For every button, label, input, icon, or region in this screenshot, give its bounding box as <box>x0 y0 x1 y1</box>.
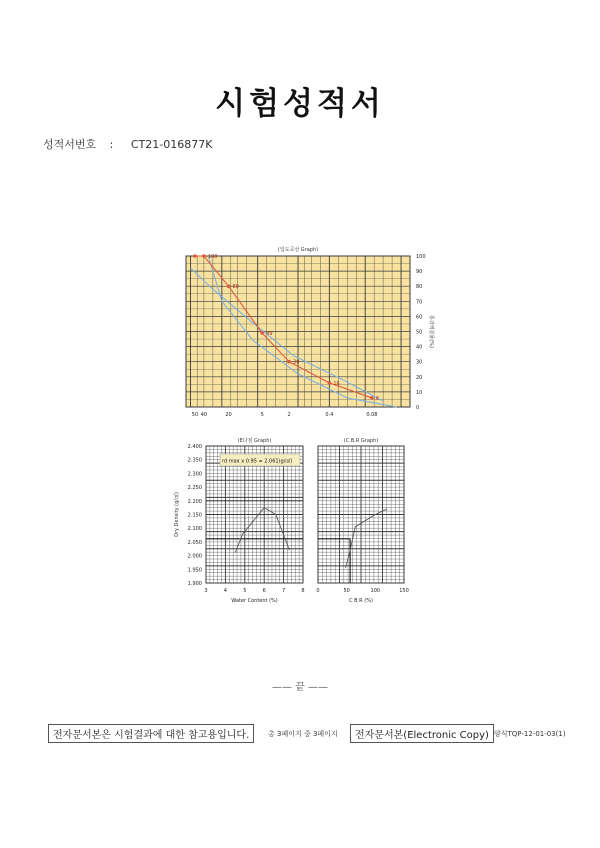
grain-y-tick: 0 <box>416 405 420 411</box>
grain-point <box>370 396 374 400</box>
cbr-x-tick: 150 <box>399 588 409 594</box>
compaction-x-tick: 6 <box>262 588 266 594</box>
grain-y-tick: 70 <box>416 299 423 306</box>
compaction-x-tick: 8 <box>301 588 305 594</box>
cbr-x-tick: 50 <box>343 588 350 594</box>
compaction-x-tick: 5 <box>243 588 247 594</box>
grain-y-tick: 30 <box>416 359 423 366</box>
cbr-chart-title: (C.B.R Graph) <box>343 438 379 444</box>
grain-point <box>202 254 206 258</box>
cert-number-label: 성적서번호 <box>43 138 97 151</box>
compaction-y-tick: 2.150 <box>187 512 202 519</box>
grain-x-tick: 20 <box>225 412 232 418</box>
compaction-y-tick: 2.300 <box>187 471 202 478</box>
grain-point-label: 49 <box>266 331 273 338</box>
compaction-y-label: Dry Density (g/㎤) <box>174 492 180 537</box>
grain-x-tick: 2 <box>287 412 291 418</box>
electronic-copy-badge: 전자문서본(Electronic Copy) <box>350 724 494 743</box>
page-info: 총 3페이지 중 3페이지 <box>268 730 338 738</box>
cert-number-colon: : <box>109 138 114 151</box>
grain-y-tick: 40 <box>416 344 423 351</box>
compaction-x-label: Water Content (%) <box>231 598 278 604</box>
grain-y-tick: 10 <box>416 389 423 396</box>
grain-point <box>193 254 197 258</box>
grain-y-tick: 100 <box>416 254 426 260</box>
grain-point-label: 16 <box>333 380 340 387</box>
grain-point <box>328 381 332 385</box>
electronic-notice: 전자문서본은 시험결과에 대한 참고용입니다. <box>48 724 254 743</box>
grain-y-tick: 60 <box>416 314 423 321</box>
compaction-y-tick: 1.950 <box>187 567 202 574</box>
compaction-annotation: rd max x 0.95 = 2.061(g/㎤) <box>222 458 293 465</box>
compaction-x-tick: 7 <box>282 588 286 594</box>
compaction-y-tick: 2.350 <box>187 457 202 464</box>
grain-y-tick: 20 <box>416 374 423 381</box>
grain-point-label: 6 <box>375 395 380 402</box>
cbr-x-label: C B R (%) <box>349 598 373 604</box>
end-mark: —— 끝 —— <box>271 682 329 693</box>
grain-x-tick: 40 <box>200 412 208 418</box>
cert-number-value: CT21-016877K <box>130 138 213 151</box>
cbr-x-tick: 0 <box>316 588 320 594</box>
compaction-y-tick: 2.100 <box>187 526 202 533</box>
compaction-x-tick: 4 <box>223 588 227 594</box>
compaction-x-tick: 3 <box>204 588 208 594</box>
grain-point-label: 80 <box>232 284 239 291</box>
grain-point <box>260 331 264 335</box>
compaction-y-tick: 1.900 <box>187 581 202 587</box>
form-number: 양식TQP-12-01-03(1) <box>494 730 566 738</box>
grain-y-tick: 90 <box>416 269 423 276</box>
compaction-chart-title: (E다짐 Graph) <box>237 438 272 444</box>
cbr-x-tick: 100 <box>370 588 381 594</box>
grain-point-label: 30 <box>293 359 300 366</box>
compaction-y-tick: 2.200 <box>187 498 202 505</box>
grain-y-label: 통과백분율(%) <box>428 315 434 348</box>
grain-point-label: 100 <box>207 254 218 260</box>
compaction-y-tick: 2.400 <box>187 444 202 450</box>
grain-x-tick: 5 <box>260 412 264 418</box>
compaction-y-tick: 2.050 <box>187 539 202 546</box>
document-title: 시험성적서 <box>215 86 385 122</box>
compaction-y-tick: 2.250 <box>187 485 202 492</box>
grain-x-tick: 50 <box>191 412 199 418</box>
grain-x-tick: 0.4 <box>325 412 334 418</box>
grain-chart-title: (입도곡선 Graph) <box>277 247 319 253</box>
grain-x-tick: 0.08 <box>366 412 378 418</box>
grain-y-tick: 50 <box>416 329 423 336</box>
grain-point <box>227 284 231 288</box>
compaction-y-tick: 2.000 <box>187 553 202 560</box>
grain-point <box>287 360 291 364</box>
grain-y-tick: 80 <box>416 284 423 291</box>
